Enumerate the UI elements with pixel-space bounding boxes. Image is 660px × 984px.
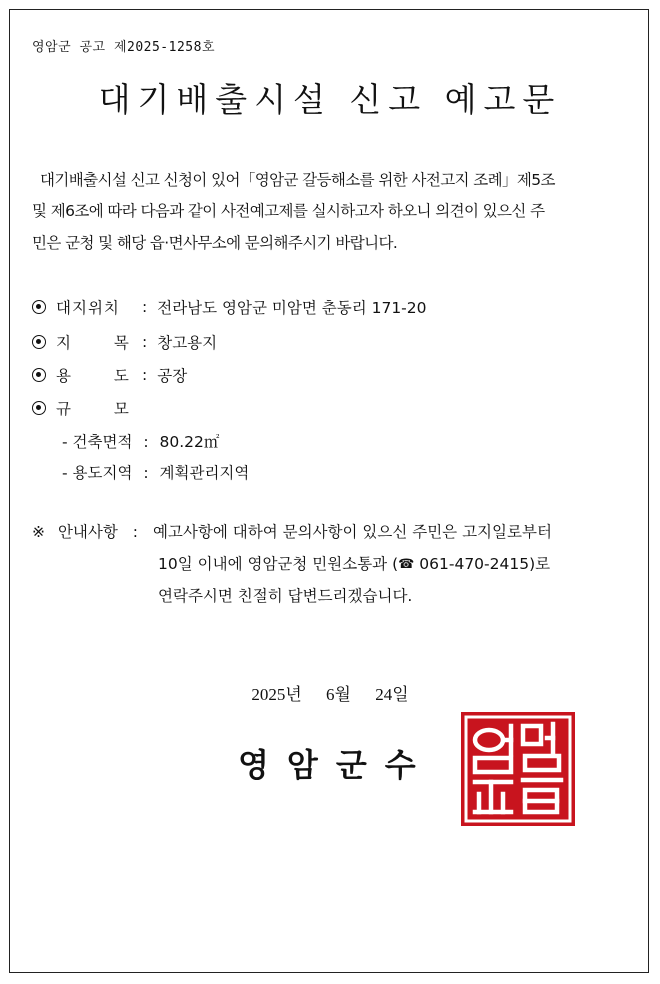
sub-item-zoning bbox=[62, 461, 249, 483]
note-separator: : bbox=[132, 523, 139, 541]
item-purpose bbox=[32, 364, 187, 386]
note-mark: ※ bbox=[32, 523, 45, 541]
official-seal-icon bbox=[461, 712, 575, 826]
item-site-location bbox=[32, 296, 427, 318]
bullet-icon bbox=[32, 335, 46, 349]
note-label: 안내사항 bbox=[57, 523, 118, 541]
sub-item-value: 계획관리지역 bbox=[159, 464, 250, 482]
sub-item-label: - 용도지역 bbox=[62, 464, 133, 482]
item-value: 전라남도 영암군 미암면 춘동리 171-20 bbox=[157, 299, 427, 317]
date-month: 6월 bbox=[326, 685, 351, 704]
item-value: 공장 bbox=[157, 367, 188, 385]
body-line-2: 및 제6조에 따라 다음과 같이 사전예고제를 실시하고자 하오니 의견이 있으신 주 bbox=[32, 202, 545, 220]
body-line-1: 대기배출시설 신고 신청이 있어「영암군 갈등해소를 위한 사전고지 조례」제5조 bbox=[40, 171, 555, 189]
sub-item-value: 80.22㎡ bbox=[159, 433, 220, 451]
note-header bbox=[32, 520, 552, 542]
note-line-3: 연락주시면 친절히 답변드리겠습니다. bbox=[158, 587, 413, 605]
document-title: 대기배출시설 신고 예고문 bbox=[98, 80, 562, 119]
sub-item-separator: : bbox=[143, 433, 149, 451]
signer-name: 영암군수 bbox=[238, 746, 434, 784]
date-year: 2025년 bbox=[251, 685, 302, 704]
document-frame bbox=[9, 9, 649, 973]
date-day: 24일 bbox=[375, 685, 409, 704]
note-line-2 bbox=[158, 552, 550, 574]
sub-item-separator: : bbox=[143, 464, 149, 482]
sub-item-building-area bbox=[62, 430, 219, 452]
bullet-icon bbox=[32, 368, 46, 382]
telephone-icon: ☎ bbox=[398, 557, 415, 572]
item-value: 창고용지 bbox=[157, 334, 218, 352]
note-line-1: 예고사항에 대하여 문의사항이 있으신 주민은 고지일로부터 bbox=[152, 523, 552, 541]
bullet-icon bbox=[32, 300, 46, 314]
item-label: 규 모 bbox=[56, 400, 130, 418]
body-line-3: 민은 군청 및 해당 읍·면사무소에 문의해주시기 바랍니다. bbox=[32, 234, 398, 252]
item-scale bbox=[32, 397, 142, 419]
item-label: 지 목 bbox=[56, 334, 130, 352]
document-date bbox=[0, 680, 660, 705]
item-separator: : bbox=[142, 333, 148, 351]
item-label: 대지위치 bbox=[56, 299, 120, 317]
bullet-icon bbox=[32, 401, 46, 415]
item-land-category bbox=[32, 331, 217, 353]
sub-item-label: - 건축면적 bbox=[62, 433, 133, 451]
notice-number: 영암군 공고 제2025-1258호 bbox=[32, 40, 215, 55]
item-label: 용 도 bbox=[56, 367, 130, 385]
note-phone: 061-470-2415)로 bbox=[419, 555, 551, 573]
item-separator: : bbox=[142, 366, 148, 384]
note-line-2-text: 10일 이내에 영암군청 민원소통과 ( bbox=[158, 555, 399, 573]
item-separator: : bbox=[142, 298, 148, 316]
